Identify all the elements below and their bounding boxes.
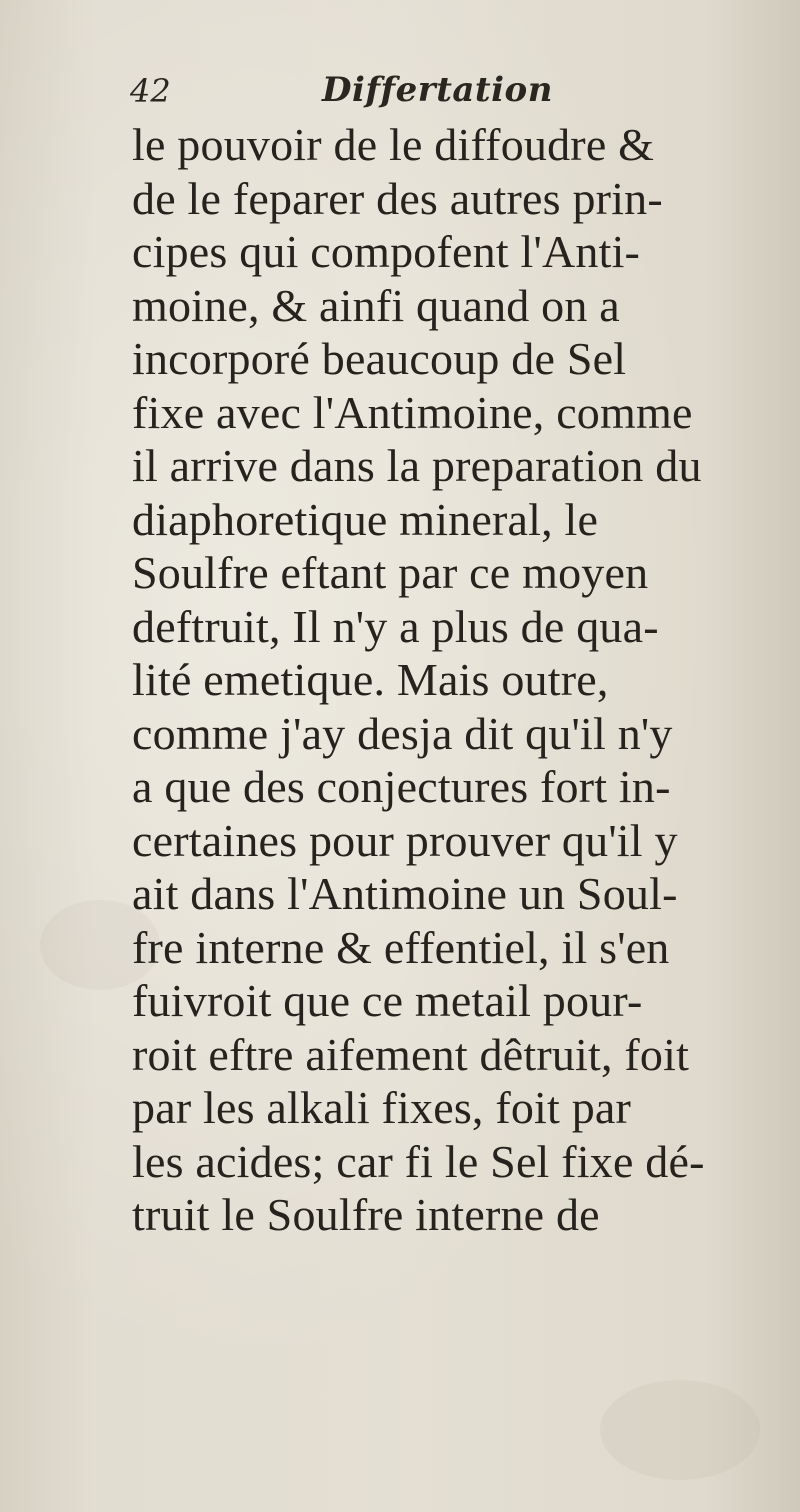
paper-stain (600, 1380, 760, 1480)
text-line: fre interne & effentiel, il s'en (132, 921, 670, 973)
text-line: roit eftre aifement dêtruit, foit (132, 1028, 690, 1080)
text-line: comme j'ay desja dit qu'il n'y (132, 707, 673, 759)
text-line: Soulfre eftant par ce moyen (132, 547, 649, 598)
text-line: fuivroit que ce metail pour- (132, 975, 643, 1026)
text-line: a que des conjectures fort in- (132, 761, 671, 812)
text-line: fixe avec l'Antimoine, comme (132, 386, 693, 438)
text-line: par les alkali fixes, foit par (132, 1082, 632, 1133)
text-line: deftruit, Il n'y a plus de qua- (132, 600, 659, 652)
text-line: de le feparer des autres prin- (132, 172, 663, 224)
running-head (122, 70, 682, 118)
text-line: certaines pour prouver qu'il y (132, 814, 678, 866)
text-line: lité emetique. Mais outre, (132, 654, 609, 705)
text-line: ait dans l'Antimoine un Soul- (132, 868, 678, 919)
text-line: cipes qui compofent l'Anti- (132, 226, 641, 277)
text-line: truit le Soulfre interne de (132, 1189, 600, 1240)
text-line: diaphoretique mineral, le (132, 493, 599, 545)
text-line: il arrive dans la preparation du (132, 440, 702, 491)
body-text (132, 118, 792, 1242)
text-line: les acides; car fi le Sel fixe dé- (132, 1135, 705, 1187)
text-line: incorporé beaucoup de Sel (132, 333, 627, 384)
running-title: Differtation (322, 70, 553, 110)
page-number: 42 (130, 72, 171, 110)
text-line: le pouvoir de le diffoudre & (132, 119, 655, 170)
text-line: moine, & ainfi quand on a (132, 279, 620, 331)
